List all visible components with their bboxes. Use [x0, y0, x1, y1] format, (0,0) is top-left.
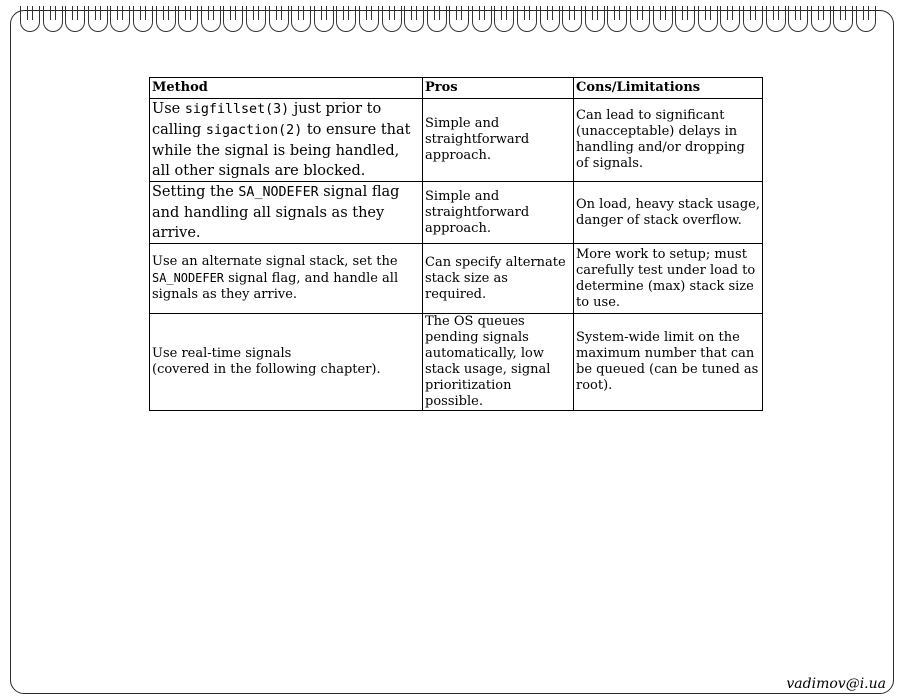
spiral-ring [43, 6, 63, 32]
spiral-ring [766, 6, 786, 32]
spiral-ring [201, 6, 221, 32]
author-footer: vadimov@i.ua [786, 676, 886, 692]
cons-cell: Can lead to significant (unacceptable) delays in handling and/or dropping of signals. [574, 99, 763, 182]
spiral-ring [540, 6, 560, 32]
method-cell [150, 244, 423, 314]
method-text: to ensure that while the signal is being handled, all other signals are blocked. [152, 122, 411, 179]
spiral-ring [675, 6, 695, 32]
spiral-ring [404, 6, 424, 32]
spiral-ring [720, 6, 740, 32]
spiral-ring [110, 6, 130, 32]
method-text: signal flag and handling all signals as they arrive. [152, 184, 400, 241]
spiral-ring [359, 6, 379, 32]
spiral-ring [20, 6, 40, 32]
spiral-ring [833, 6, 853, 32]
spiral-ring [269, 6, 289, 32]
spiral-ring [607, 6, 627, 32]
spiral-ring [449, 6, 469, 32]
code-sigfillset: sigfillset(3) [184, 102, 290, 117]
pros-cell: Simple and straightforward approach. [423, 182, 574, 244]
spiral-ring [788, 6, 808, 32]
spiral-ring [585, 6, 605, 32]
pros-cell: Simple and straightforward approach. [423, 99, 574, 182]
spiral-ring [223, 6, 243, 32]
cons-cell: System-wide limit on the maximum number that can be queued (can be tuned as root). [574, 314, 763, 411]
method-text: Setting the [152, 184, 239, 200]
spiral-ring [562, 6, 582, 32]
code-sigaction: sigaction(2) [205, 123, 303, 138]
spiral-ring [630, 6, 650, 32]
table-row [150, 182, 763, 244]
spiral-ring [336, 6, 356, 32]
table-row [150, 314, 763, 411]
spiral-ring [494, 6, 514, 32]
spiral-ring [472, 6, 492, 32]
spiral-ring [314, 6, 334, 32]
spiral-ring [133, 6, 153, 32]
method-text: signal flag, and handle all signals as they arrive. [152, 271, 399, 302]
cons-cell: More work to setup; must carefully test under load to determine (max) stack size to use. [574, 244, 763, 314]
cons-cell: On load, heavy stack usage, danger of stack overflow. [574, 182, 763, 244]
pros-cell: Can specify alternate stack size as required. [423, 244, 574, 314]
table-row [150, 244, 763, 314]
spiral-ring [856, 6, 876, 32]
method-cell [150, 314, 423, 411]
spiral-binding [20, 6, 890, 36]
spiral-ring [246, 6, 266, 32]
spiral-ring [811, 6, 831, 32]
method-cell [150, 99, 423, 182]
method-text: just prior to calling [152, 101, 382, 138]
table-row [150, 99, 763, 182]
spiral-ring [65, 6, 85, 32]
header-method: Method [150, 78, 423, 99]
signal-handling-methods-table [149, 77, 763, 411]
spiral-ring [427, 6, 447, 32]
spiral-ring [88, 6, 108, 32]
method-text: (covered in the following chapter). [152, 362, 381, 377]
spiral-ring [517, 6, 537, 32]
code-sa-nodefer: SA_NODEFER [152, 271, 224, 285]
code-sa-nodefer: SA_NODEFER [238, 185, 319, 200]
method-text: Use an alternate signal stack, set the [152, 254, 398, 269]
spiral-ring [653, 6, 673, 32]
spiral-ring [382, 6, 402, 32]
method-text: Use [152, 101, 185, 117]
spiral-ring [178, 6, 198, 32]
header-pros: Pros [423, 78, 574, 99]
method-cell [150, 182, 423, 244]
header-cons: Cons/Limitations [574, 78, 763, 99]
spiral-ring [291, 6, 311, 32]
spiral-ring [156, 6, 176, 32]
pros-cell: The OS queues pending signals automatically, low stack usage, signal prioritization possible. [423, 314, 574, 411]
table-header-row [150, 78, 763, 99]
spiral-ring [698, 6, 718, 32]
spiral-ring [743, 6, 763, 32]
method-text: Use real-time signals [152, 346, 292, 361]
